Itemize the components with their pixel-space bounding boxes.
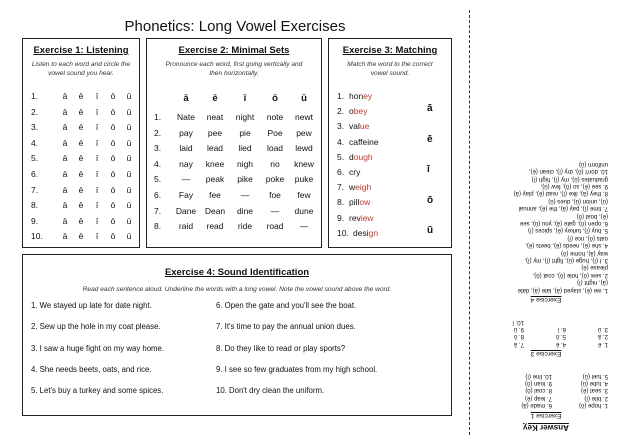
minimal-word: knee	[205, 158, 225, 169]
minimal-word: foe	[269, 190, 281, 200]
answer-item: 8. coal (ō)	[525, 387, 552, 394]
minimal-word: Poe	[267, 127, 283, 138]
vowel-option: ū	[126, 184, 132, 195]
vowel-option: ā	[62, 122, 68, 133]
exercise-2-row	[154, 143, 318, 153]
vowel-option: ā	[62, 215, 68, 226]
word-part: w	[349, 182, 356, 193]
vowel-option: ō	[110, 91, 116, 101]
vowel-option: ō	[110, 200, 116, 211]
item-number: 3.	[154, 143, 162, 154]
sentence: 4. She needs beets, oats, and rice.	[31, 364, 152, 374]
exercise-1-row	[31, 138, 137, 148]
word-vowel-highlight: eigh	[355, 182, 372, 193]
answer-item: 1. ē	[597, 340, 608, 347]
vowel-header: ē	[212, 93, 218, 104]
vowel-option: ī	[95, 169, 99, 179]
vowel-option: ē	[78, 106, 84, 117]
answer-key-rotated	[476, 40, 616, 435]
vowel-option: ā	[62, 106, 68, 117]
answer-key-title: Answer Key	[523, 423, 569, 432]
minimal-word: peak	[205, 174, 225, 185]
matching-word	[337, 228, 378, 238]
answer-key-ex1-right	[496, 371, 552, 408]
answer-item: 10. don't (ō), dry (ī), clean (ē),	[528, 168, 608, 175]
sentence: 6. Open the gate and you'll see the boat.	[216, 301, 357, 310]
word-vowel-highlight: ough	[353, 151, 373, 162]
minimal-word: lied	[238, 143, 252, 154]
minimal-word: dine	[236, 205, 254, 216]
item-number: 8.	[154, 221, 162, 232]
minimal-word: road	[266, 221, 284, 232]
sentence: 2. Sew up the hole in my coat please.	[31, 322, 161, 332]
minimal-word: Nate	[177, 112, 195, 122]
vowel-option: ā	[62, 184, 68, 195]
vowel-option: ū	[126, 137, 132, 148]
answer-item: 4. tube (ū)	[580, 379, 608, 386]
answer-item: (ē), boat (ō)	[576, 212, 608, 219]
word-vowel-highlight: gn	[368, 227, 379, 238]
minimal-word: Fay	[178, 190, 194, 200]
vowel-option: ō	[110, 137, 116, 148]
sentence: 9. I see so few graduates from my high school.	[216, 364, 378, 374]
vowel-target: ā	[427, 103, 433, 114]
item-number: 8.	[337, 197, 345, 208]
exercise-2-row	[154, 190, 318, 200]
item-number: 5.	[154, 174, 162, 185]
exercise-2-row	[154, 206, 318, 216]
item-number: 10.	[337, 227, 349, 238]
vowel-option: ō	[110, 215, 116, 226]
answer-key-panel	[476, 40, 616, 435]
minimal-word: puke	[294, 174, 314, 185]
vowel-option: ī	[95, 106, 99, 117]
exercise-1-row	[31, 153, 137, 163]
minimal-word: nay	[179, 158, 193, 169]
item-number: 7.	[31, 184, 39, 195]
matching-word	[337, 91, 372, 101]
exercise-1-row	[31, 107, 137, 117]
matching-word	[337, 106, 367, 116]
vowel-option: ī	[95, 184, 99, 195]
sentence: 5. Let's buy a turkey and some spices.	[31, 386, 164, 396]
matching-word	[337, 213, 374, 223]
sentence: 1. We stayed up late for date night.	[31, 301, 152, 310]
answer-item: 8. ō	[513, 333, 524, 340]
answer-item: 2. bite (ī)	[584, 394, 608, 401]
vowel-option: ē	[78, 153, 84, 164]
word-part: cry	[349, 167, 361, 177]
item-number: 2.	[154, 127, 162, 138]
answer-item: 5. buy (ī), turkey (ē), spices (ī)	[527, 227, 608, 234]
answer-column	[524, 317, 566, 347]
exercise-2-grid	[154, 93, 320, 243]
item-number: 2.	[337, 106, 345, 117]
minimal-word: poke	[265, 174, 285, 185]
answer-item: please (ē)	[581, 264, 608, 271]
exercise-1-box	[22, 38, 140, 248]
vowel-option: ō	[110, 169, 116, 179]
minimal-word: ride	[237, 221, 253, 232]
minimal-word: lead	[206, 143, 224, 154]
vowel-option: ē	[78, 200, 84, 211]
word-part: pill	[349, 197, 360, 208]
exercise-1-row	[31, 216, 137, 226]
exercise-2-row	[154, 174, 318, 184]
item-number: 6.	[154, 190, 162, 200]
answer-item: 3. I (ī), huge (ū), fight (ī), my (ī),	[524, 257, 608, 264]
answer-item: 4. she (ē), needs (ē), beets (ē),	[525, 242, 608, 249]
answer-item: 3. ū	[597, 325, 608, 332]
vowel-option: ē	[78, 169, 84, 179]
vowel-option: ā	[62, 153, 68, 164]
vowel-option: ē	[78, 91, 84, 101]
word-vowel-highlight: ue	[359, 121, 370, 132]
vowel-option: ō	[110, 153, 116, 164]
vowel-option: ī	[95, 91, 99, 101]
answer-item: (ū), union (ū), dues (ū)	[548, 197, 608, 204]
vowel-option: ā	[62, 231, 68, 242]
item-number: 6.	[31, 169, 39, 179]
answer-item: 2. ā	[597, 333, 608, 340]
word-part: caffeine	[349, 136, 379, 147]
vowel-target: ē	[427, 133, 433, 145]
minimal-word: newt	[295, 112, 313, 122]
item-number: 7.	[337, 182, 345, 193]
word-part: rev	[349, 212, 361, 223]
minimal-word: pee	[207, 127, 223, 138]
matching-word	[337, 167, 360, 177]
vowel-option: ē	[78, 137, 84, 148]
exercise-3-instructions: Match the word to the correct vowel sound.	[347, 61, 433, 77]
vowel-target: ō	[427, 194, 434, 206]
exercise-4-instructions: Read each sentence aloud. Underline the words with a long vowel. Note the vowel sound above the word.	[82, 286, 392, 293]
item-number: 7.	[154, 205, 162, 216]
answer-item: 10. line (ī)	[525, 372, 552, 379]
vowel-option: ū	[126, 200, 132, 211]
answer-column	[566, 317, 608, 347]
vowel-option: ō	[110, 122, 116, 133]
minimal-word: pew	[296, 127, 312, 138]
minimal-word: read	[206, 221, 224, 232]
answer-item: 8. they (ā), like (ī), read (ē), play (ā)	[513, 190, 608, 197]
answer-item: 5. ō	[555, 333, 566, 340]
vowel-option: ū	[126, 91, 132, 101]
item-number: 1.	[31, 91, 39, 101]
sentence: 3. I saw a huge fight on my way home.	[31, 343, 165, 353]
item-number: 4.	[154, 158, 162, 169]
exercise-1-row	[31, 91, 137, 101]
vowel-option: ū	[126, 153, 132, 164]
matching-word	[337, 137, 379, 147]
exercise-2-instructions: Pronounce each word, first going vertically and then horizontally.	[165, 61, 303, 77]
vowel-option: ī	[95, 153, 99, 164]
vowel-option: ū	[126, 215, 132, 226]
answer-item: 6. open (ō), gate (ā), you (ū), see	[519, 220, 608, 227]
exercise-3-box	[328, 38, 452, 248]
exercise-1-row	[31, 200, 137, 210]
minimal-word: fee	[209, 190, 221, 200]
item-number: 8.	[31, 200, 39, 211]
exercise-4-right-column	[216, 301, 446, 411]
item-number: 6.	[337, 167, 345, 177]
answer-item: 1. hope (ō)	[578, 402, 608, 409]
exercise-1-row	[31, 231, 137, 241]
word-vowel-highlight: ow	[359, 197, 371, 208]
sentence: 7. It's time to pay the annual union dues.	[216, 322, 356, 332]
vowel-header: ū	[301, 93, 307, 104]
answer-key-ex1	[476, 371, 616, 408]
vowel-option: ā	[62, 200, 68, 211]
exercise-4-box	[22, 254, 452, 416]
exercise-4-heading: Exercise 4: Sound Identification	[164, 267, 310, 278]
minimal-word: pie	[239, 127, 251, 138]
vowel-option: ū	[126, 106, 132, 117]
minimal-word: —	[240, 190, 250, 200]
exercise-3-heading: Exercise 3: Matching	[342, 45, 438, 56]
vowel-target: ū	[427, 225, 434, 236]
answer-item: 5. tuel (ū)	[582, 372, 608, 379]
answer-item: 6. ī	[557, 325, 566, 332]
answer-item: 1. we (ē), stayed (ā), late (ā), date	[517, 286, 608, 293]
minimal-word: Dean	[204, 205, 226, 216]
sentence: 10. Don't dry clean the uniform.	[216, 386, 325, 396]
vowel-option: ē	[78, 184, 84, 195]
answer-item: 2. sew (ō), hole (ō), coat (ō),	[532, 271, 608, 278]
word-part: o	[349, 106, 354, 117]
vowel-option: ō	[110, 184, 116, 195]
item-number: 4.	[31, 137, 39, 148]
exercise-1-instructions: Listen to each word and circle the vowel sound you hear.	[31, 61, 131, 77]
answer-item: 9. loan (ō)	[524, 379, 552, 386]
minimal-word: knew	[294, 158, 314, 169]
minimal-word: pay	[179, 127, 193, 138]
item-number: 2.	[31, 106, 39, 117]
exercise-2-row	[154, 112, 318, 122]
exercise-1-row	[31, 185, 137, 195]
vowel-option: ī	[95, 122, 99, 133]
answer-item: uniform (ū)	[578, 160, 608, 167]
word-part: hon	[349, 91, 364, 101]
minimal-word: laid	[179, 143, 193, 154]
vowel-option: ū	[126, 122, 132, 133]
answer-item: way (ā), home (ō)	[560, 249, 608, 256]
answer-item: 10. ī	[512, 318, 524, 325]
page-title: Phonetics: Long Vowel Exercises	[124, 18, 346, 35]
vowel-option: ū	[126, 231, 132, 242]
word-part: desi	[353, 227, 369, 238]
minimal-word: load	[266, 143, 284, 154]
vowel-option: ā	[62, 91, 68, 101]
word-part: val	[349, 121, 360, 132]
vowel-option: ē	[78, 215, 84, 226]
vowel-option: ī	[95, 215, 99, 226]
answer-item: 7. leap (ē)	[524, 394, 552, 401]
answer-key-ex3-label: Exercise 3	[530, 350, 562, 358]
exercise-3-grid	[337, 91, 449, 245]
exercise-1-row	[31, 122, 137, 132]
matching-word	[337, 121, 369, 131]
exercise-4-left-column	[31, 301, 221, 411]
answer-item: 9. ū	[513, 325, 524, 332]
minimal-word: few	[297, 190, 311, 200]
word-vowel-highlight: iew	[360, 212, 374, 223]
exercise-1-row	[31, 169, 137, 179]
minimal-word: —	[181, 174, 191, 185]
vowel-header: ī	[243, 93, 247, 104]
item-number: 1.	[337, 91, 345, 101]
minimal-word: dune	[294, 205, 314, 216]
minimal-word: neat	[206, 112, 224, 122]
item-number: 5.	[31, 153, 39, 164]
vowel-target: ī	[427, 164, 430, 175]
answer-item: 7. time (ī), pay (ā), the (ē), annual	[518, 205, 608, 212]
sentence: 8. Do they like to read or play sports?	[216, 343, 346, 353]
item-number: 3.	[31, 122, 39, 133]
answer-key-ex1-label: Exercise 1	[530, 411, 562, 419]
answer-key-ex4	[476, 159, 616, 292]
exercise-2-row	[154, 221, 318, 231]
answer-item: (ā), night (ī)	[576, 279, 608, 286]
word-part: d	[349, 151, 354, 162]
item-number: 3.	[337, 121, 345, 132]
exercise-2-row	[154, 128, 318, 138]
vowel-header: ā	[183, 93, 189, 104]
exercise-2-box	[146, 38, 322, 248]
vowel-header: ō	[272, 93, 278, 104]
item-number: 9.	[31, 215, 39, 226]
answer-item: graduates (ū), my (ī), high (ī)	[531, 175, 608, 182]
vowel-option: ā	[62, 137, 68, 148]
answer-column	[482, 317, 524, 347]
vowel-option: ō	[110, 231, 116, 242]
answer-key-ex1-left	[552, 371, 608, 408]
exercise-2-row	[154, 159, 318, 169]
matching-word	[337, 182, 371, 192]
vowel-option: ī	[95, 137, 99, 148]
vowel-option: ē	[78, 231, 84, 242]
answer-item: 6. made (ā)	[521, 402, 552, 409]
answer-item: 4. ē	[555, 340, 566, 347]
exercise-2-header-row	[154, 93, 318, 104]
minimal-word: lewd	[295, 143, 313, 154]
item-number: 1.	[154, 112, 162, 122]
exercise-1-heading: Exercise 1: Listening	[33, 45, 129, 56]
answer-key-ex4-label: Exercise 4	[530, 296, 562, 304]
minimal-word: night	[235, 112, 255, 122]
minimal-word: —	[270, 205, 280, 216]
vowel-option: ā	[62, 169, 68, 179]
minimal-word: raid	[178, 221, 194, 232]
minimal-word: no	[270, 158, 280, 169]
minimal-word: pike	[237, 174, 253, 185]
vowel-option: ī	[95, 200, 99, 211]
minimal-word: Dane	[175, 205, 197, 216]
answer-item: 7. ā	[513, 340, 524, 347]
item-number: 10.	[31, 231, 43, 242]
item-number: 4.	[337, 136, 345, 147]
item-number: 5.	[337, 151, 345, 162]
minimal-word: —	[299, 221, 309, 232]
minimal-word: nigh	[236, 158, 254, 169]
vowel-option: ē	[78, 122, 84, 133]
word-vowel-highlight: ey	[363, 91, 373, 101]
matching-word	[337, 152, 373, 162]
vowel-option: ō	[110, 106, 116, 117]
word-vowel-highlight: bey	[353, 106, 368, 117]
vowel-option: ū	[126, 169, 132, 179]
answer-item: 3. seat (ē)	[580, 387, 608, 394]
answer-item: 9. see (ē), so (ō), few (ū),	[540, 183, 608, 190]
matching-word	[337, 197, 370, 207]
spacer	[154, 93, 172, 104]
vowel-option: ī	[95, 231, 99, 242]
answer-item: oats (ō), rice (ī)	[567, 234, 608, 241]
item-number: 9.	[337, 212, 345, 223]
cut-line-divider	[469, 10, 470, 435]
exercise-1-grid	[31, 91, 135, 241]
answer-key-ex3	[476, 317, 616, 347]
exercise-2-heading: Exercise 2: Minimal Sets	[178, 45, 290, 56]
minimal-word: note	[266, 112, 284, 122]
